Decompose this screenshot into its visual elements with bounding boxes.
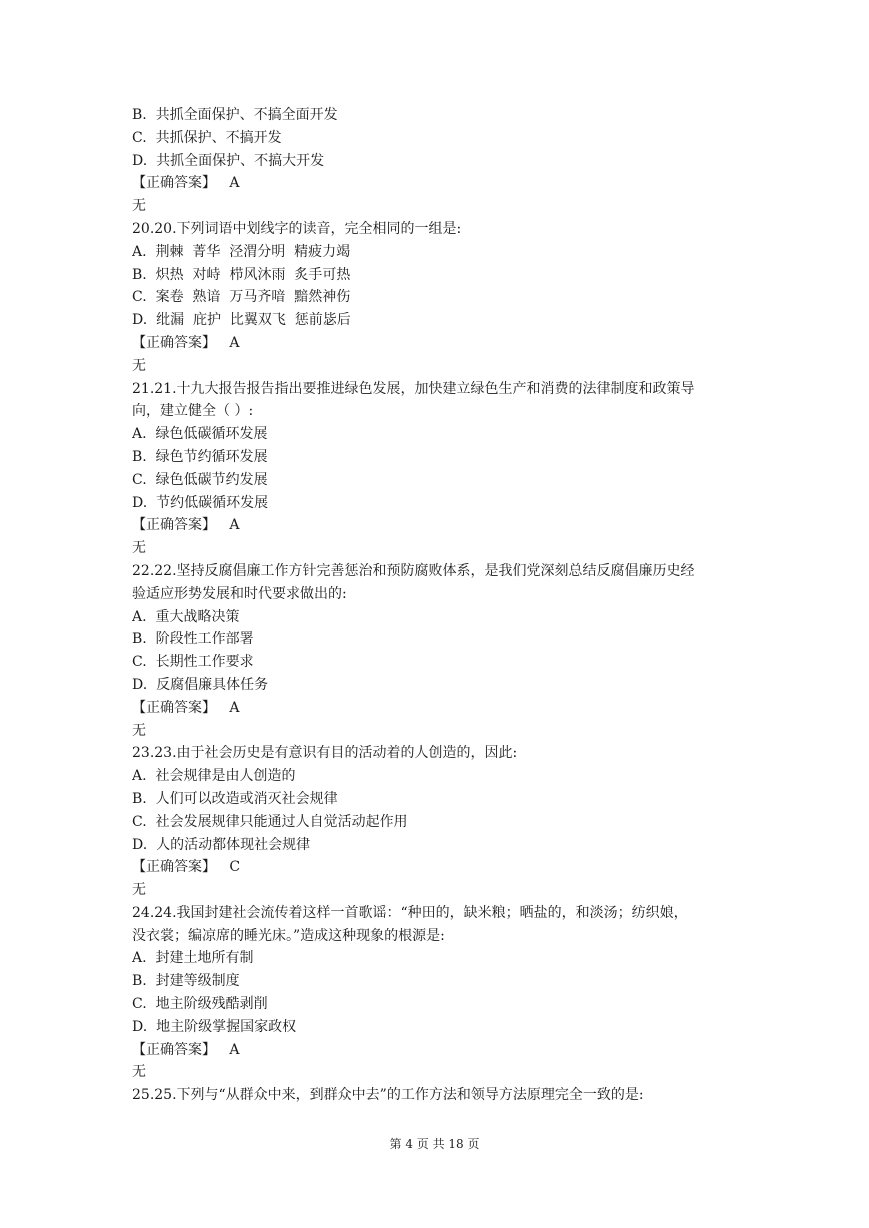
text-line: D. 节约低碳循环发展	[132, 494, 269, 511]
text-line: D. 人的活动都体现社会规律	[132, 836, 311, 853]
question-line: 20.20.下列词语中划线字的读音，完全相同的一组是:	[132, 220, 462, 237]
explanation-line: 无	[132, 540, 146, 557]
explanation-line: 无	[132, 198, 146, 215]
question-line: 24.24.我国封建社会流传着这样一首歌谣：“种田的，缺米粮；晒盐的，和淡汤；纺织娘，	[132, 904, 688, 921]
text-line: B. 绿色节约循环发展	[132, 448, 268, 465]
text-line: A. 绿色低碳循环发展	[132, 426, 268, 443]
answer-line: 【正确答案】 C	[132, 859, 241, 876]
answer-line: 【正确答案】 A	[132, 334, 240, 351]
text-line: C. 共抓保护、不搞开发	[132, 129, 282, 146]
text-line: 没衣裳；编凉席的睡光床。”造成这种现象的根源是:	[132, 927, 445, 944]
text-line: A. 荆棘 菁华 泾渭分明 精疲力竭	[132, 243, 351, 260]
text-line: D. 共抓全面保护、不搞大开发	[132, 152, 325, 169]
text-line: C. 长期性工作要求	[132, 654, 254, 671]
text-line: C. 地主阶级残酷剥削	[132, 996, 268, 1013]
text-line: B. 阶段性工作部署	[132, 631, 254, 648]
text-line: C. 案卷 熟谙 万马齐喑 黯然神伤	[132, 289, 351, 306]
answer-line: 【正确答案】 A	[132, 1041, 240, 1058]
answer-line: 【正确答案】 A	[132, 699, 240, 716]
text-line: B. 封建等级制度	[132, 973, 240, 990]
text-line: B. 人们可以改造或消灭社会规律	[132, 790, 338, 807]
explanation-line: 无	[132, 1064, 146, 1081]
text-line: C. 社会发展规律只能通过人自觉活动起作用	[132, 813, 408, 830]
question-line: 22.22.坚持反腐倡廉工作方针完善惩治和预防腐败体系，是我们党深刻总结反腐倡廉历史经	[132, 562, 695, 579]
text-line: A. 重大战略决策	[132, 608, 240, 625]
question-line: 25.25.下列与“从群众中来，到群众中去”的工作方法和领导方法原理完全一致的是:	[132, 1087, 644, 1104]
explanation-line: 无	[132, 357, 146, 374]
text-line: D. 纰漏 庇护 比翼双飞 惩前毖后	[132, 312, 351, 329]
text-line: D. 反腐倡廉具体任务	[132, 676, 269, 693]
text-line: A. 社会规律是由人创造的	[132, 768, 296, 785]
question-line: 23.23.由于社会历史是有意识有目的活动着的人创造的，因此:	[132, 745, 518, 762]
text-line: 验适应形势发展和时代要求做出的:	[132, 585, 347, 602]
document-body	[132, 104, 742, 1107]
answer-line: 【正确答案】 A	[132, 517, 240, 534]
text-line: B. 炽热 对峙 栉风沐雨 炙手可热	[132, 266, 351, 283]
text-line: A. 封建土地所有制	[132, 950, 254, 967]
text-line: 向，建立健全（ ）:	[132, 403, 254, 420]
explanation-line: 无	[132, 722, 146, 739]
text-line: C. 绿色低碳节约发展	[132, 471, 268, 488]
page-footer: 第 4 页 共 18 页	[389, 1137, 480, 1151]
explanation-line: 无	[132, 882, 146, 899]
text-line: D. 地主阶级掌握国家政权	[132, 1018, 297, 1035]
question-line: 21.21.十九大报告报告指出要推进绿色发展，加快建立绿色生产和消费的法律制度和政策导	[132, 380, 695, 397]
answer-line: 【正确答案】 A	[132, 175, 240, 192]
text-line: B. 共抓全面保护、不搞全面开发	[132, 107, 338, 123]
